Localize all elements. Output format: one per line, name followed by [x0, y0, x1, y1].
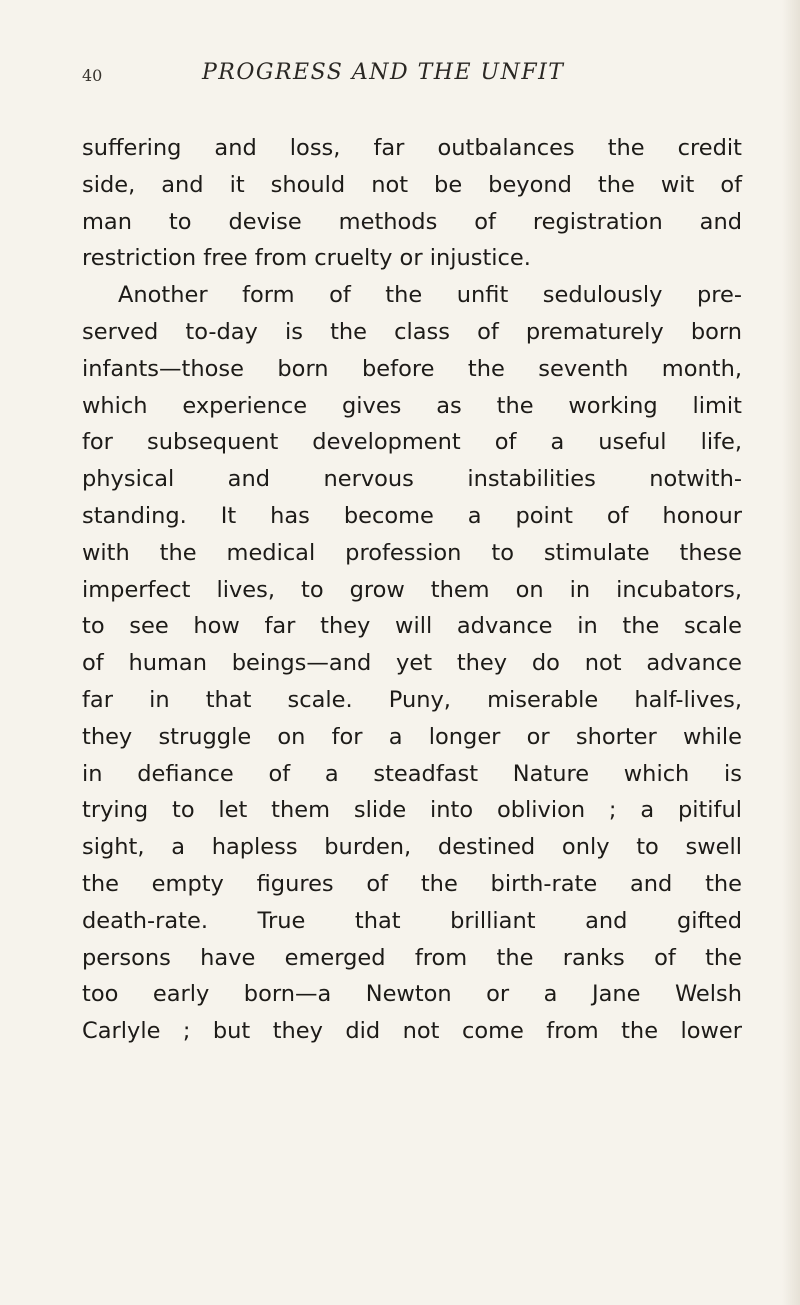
text-line: death-rate. True that brilliant and gifted — [82, 907, 742, 934]
text-line: too early born—a Newton or a Jane Welsh — [82, 981, 742, 1008]
text-line: in defiance of a steadfast Nature which is — [82, 760, 742, 787]
text-line: sight, a hapless burden, destined only to swell — [82, 834, 742, 861]
page-header — [82, 60, 742, 94]
text-line: physical and nervous instabilities notwith- — [82, 466, 742, 493]
text-line: far in that scale. Puny, miserable half-lives, — [82, 686, 742, 713]
text-line: to see how far they will advance in the scale — [82, 613, 742, 640]
page-number: 40 — [82, 66, 103, 85]
text-line: the empty figures of the birth-rate and the — [82, 870, 742, 897]
text-line: man to devise methods of registration and — [82, 208, 742, 235]
text-line: of human beings—and yet they do not advance — [82, 650, 742, 677]
text-line: restriction free from cruelty or injustice. — [82, 245, 531, 272]
body-text — [82, 130, 742, 1050]
text-line: standing. It has become a point of honour — [82, 502, 742, 529]
page-edge-shadow — [782, 0, 800, 1305]
text-line: imperfect lives, to grow them on in incubators, — [82, 576, 742, 603]
text-line: they struggle on for a longer or shorter while — [82, 723, 742, 750]
running-title: PROGRESS AND THE UNFIT — [202, 60, 565, 85]
text-line: Another form of the unfit sedulously pre- — [118, 282, 742, 309]
text-line: suffering and loss, far outbalances the credit — [82, 135, 742, 161]
text-line: for subsequent development of a useful life, — [82, 429, 742, 456]
text-line: with the medical profession to stimulate these — [82, 539, 742, 566]
text-line: served to-day is the class of prematurely born — [82, 318, 742, 345]
text-line: Carlyle ; but they did not come from the lower — [82, 1018, 742, 1045]
text-line: trying to let them slide into oblivion ; a pitiful — [82, 797, 742, 824]
text-line: side, and it should not be beyond the wit of — [82, 171, 742, 198]
text-line: infants—those born before the seventh month, — [82, 355, 742, 382]
text-line: persons have emerged from the ranks of the — [82, 944, 742, 971]
text-line: which experience gives as the working limit — [82, 392, 742, 419]
